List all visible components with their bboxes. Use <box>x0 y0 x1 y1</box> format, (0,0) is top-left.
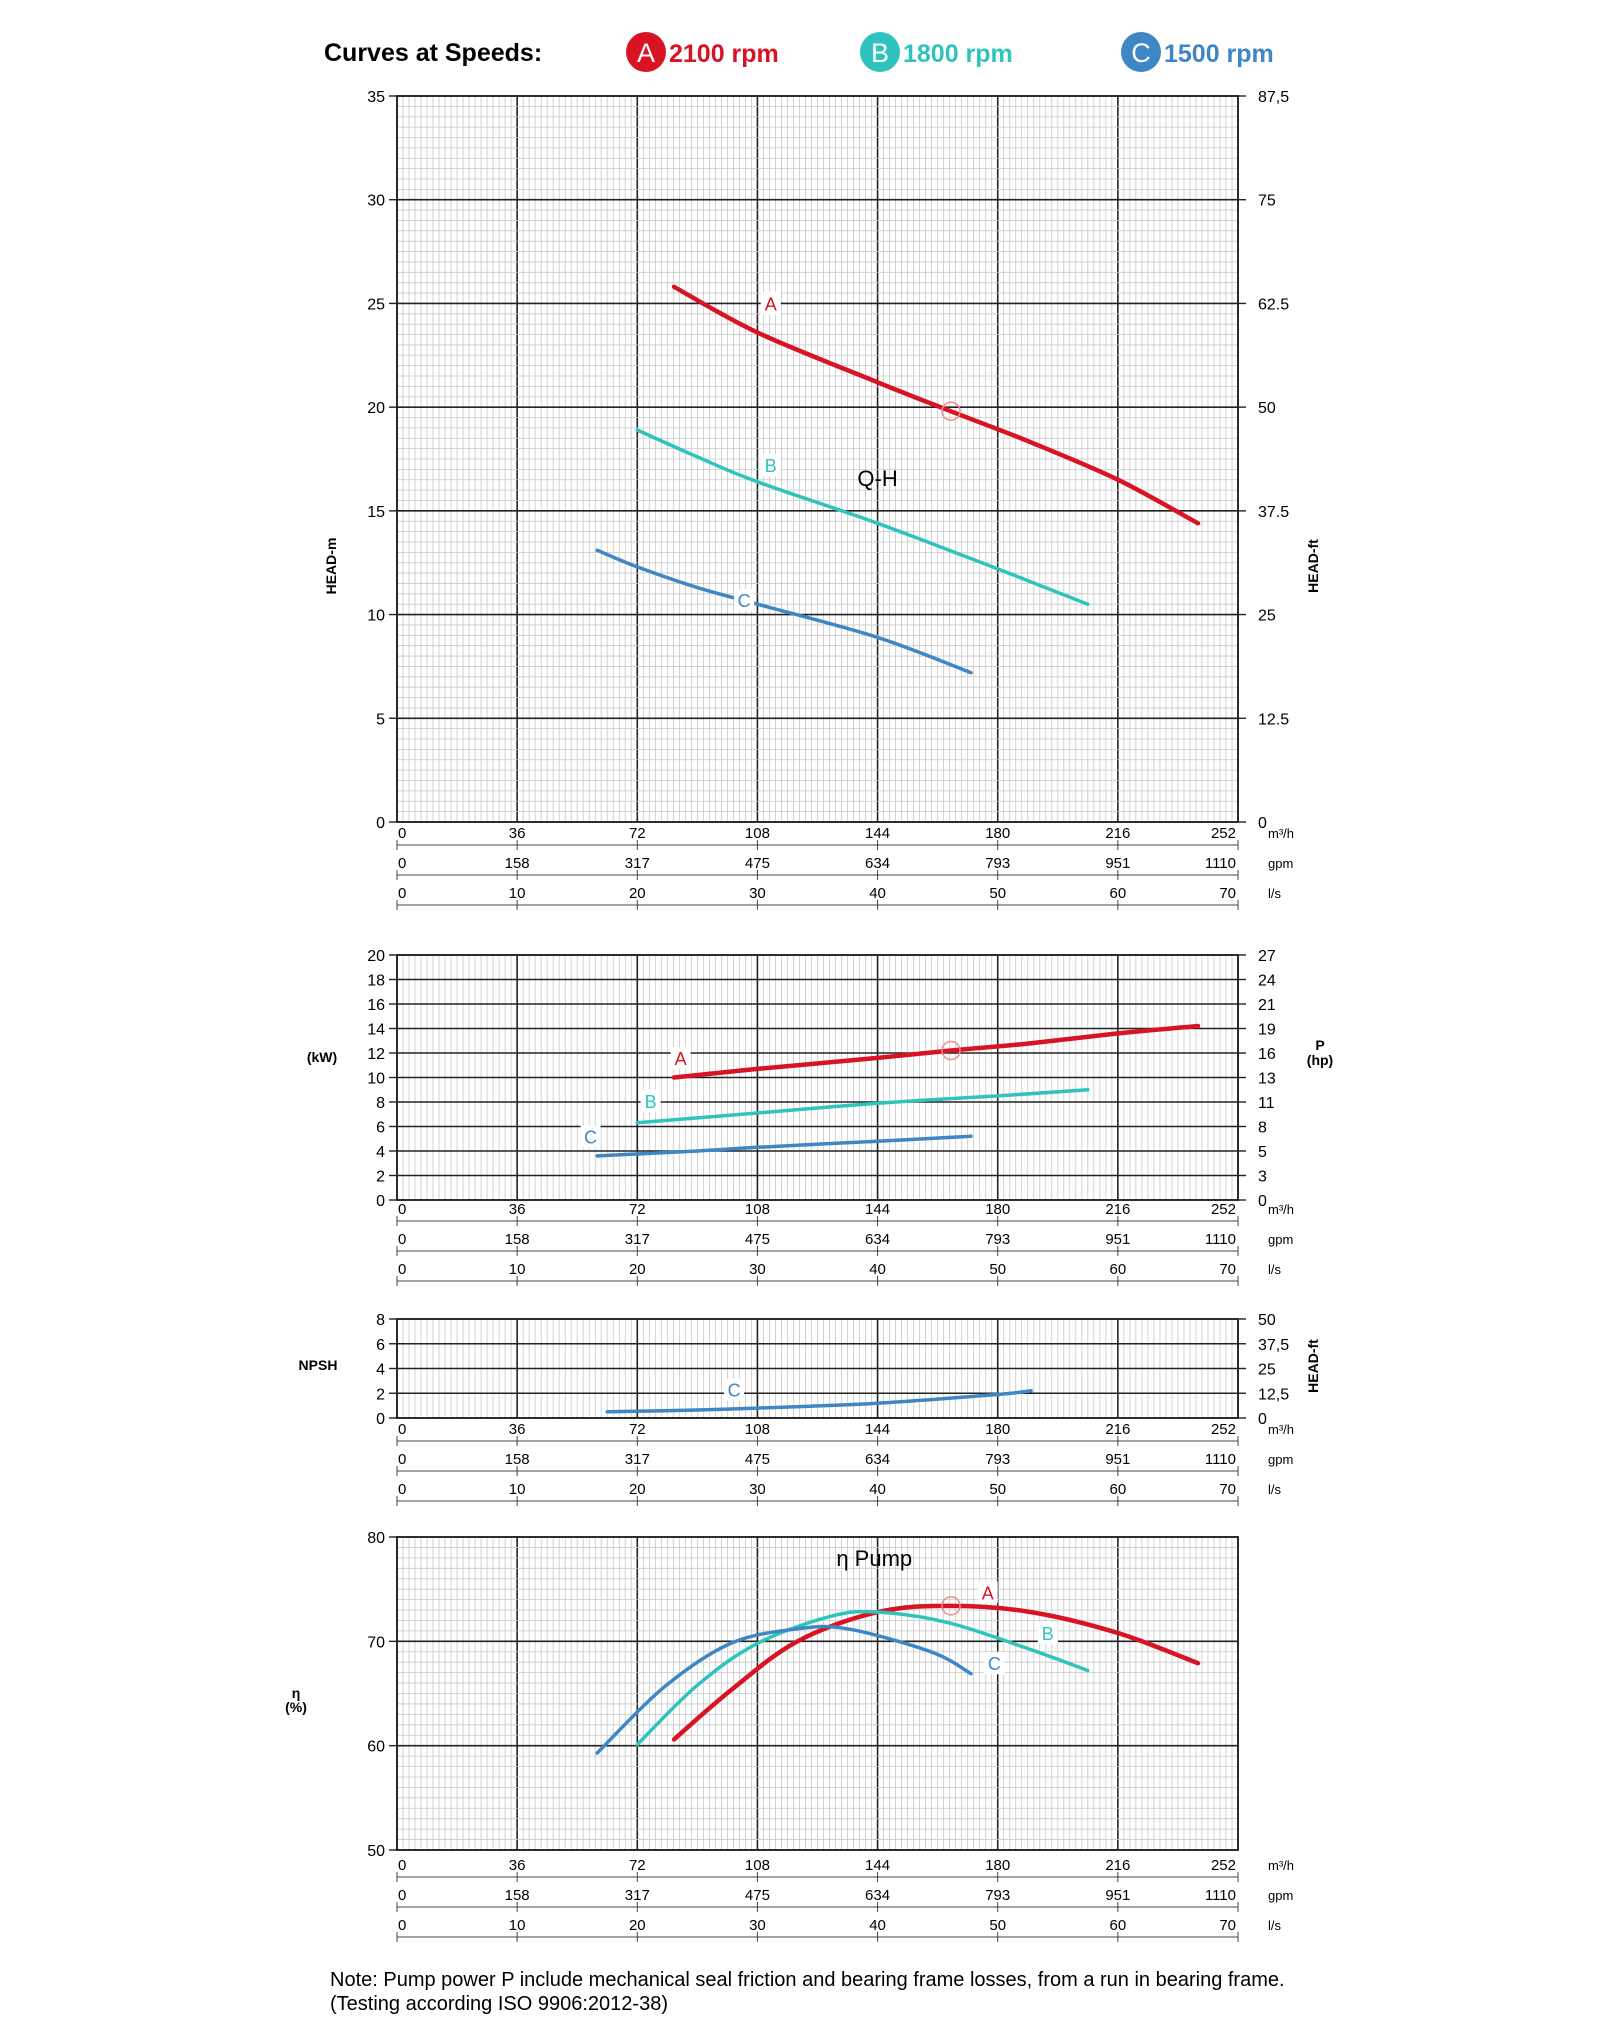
series-label-qh-b: B <box>764 456 777 477</box>
y-right-axis-label-line2: (hp) <box>1306 1052 1334 1068</box>
series-line-eff-c <box>597 1626 971 1753</box>
x-tick-label: 1110 <box>1204 855 1236 872</box>
x-tick-label: 108 <box>744 1857 770 1874</box>
x-tick-label: 108 <box>744 1421 770 1438</box>
x-tick-label: 0 <box>398 1421 407 1438</box>
y-tick-label: 12 <box>367 1046 385 1063</box>
x-tick-label: 72 <box>628 1421 646 1438</box>
x-tick-label: 951 <box>1105 1231 1131 1248</box>
y-right-tick-label: 75 <box>1258 192 1276 210</box>
y-tick-label: 50 <box>367 1843 385 1860</box>
x-tick-label: 40 <box>869 1481 886 1498</box>
x-tick-label: 60 <box>1109 1261 1127 1278</box>
legend-label-b: 1800 rpm <box>903 40 1013 68</box>
grid-eff <box>397 1537 1238 1850</box>
x-tick-label: 60 <box>1109 1481 1127 1498</box>
y-right-tick-label: 0 <box>1258 1411 1267 1428</box>
y-tick-label: 15 <box>367 503 385 521</box>
x-tick-label: 158 <box>504 1887 530 1904</box>
x-tick-label: 180 <box>985 1421 1011 1438</box>
x-tick-label: 50 <box>989 1917 1007 1934</box>
x-tick-label: 216 <box>1105 1201 1131 1218</box>
series-label-eff-a: A <box>981 1583 994 1604</box>
x-tick-label: 317 <box>624 855 650 872</box>
footer-note-line1: Note: Pump power P include mechanical seal friction and bearing frame losses, from a run in bearing frame. <box>330 1969 1285 1991</box>
y-right-tick-label: 50 <box>1258 400 1276 418</box>
x-tick-label: 72 <box>628 1201 646 1218</box>
y-tick-label: 6 <box>376 1119 385 1137</box>
x-tick-label: 70 <box>1219 1261 1236 1278</box>
series-line-power-b <box>637 1090 1088 1123</box>
x-tick-label: 317 <box>624 1451 650 1468</box>
panel-power <box>307 948 1333 1286</box>
x-unit-label: gpm <box>1268 1888 1294 1903</box>
legend-item-c <box>1121 32 1274 72</box>
x-tick-label: 20 <box>628 885 646 902</box>
x-tick-label: 108 <box>744 1201 770 1218</box>
x-unit-label: m³/h <box>1268 1422 1294 1437</box>
legend-label-a: 2100 rpm <box>669 40 779 68</box>
x-tick-label: 793 <box>985 1231 1011 1248</box>
y-tick-label: 25 <box>367 296 385 314</box>
y-tick-label: 14 <box>367 1021 385 1039</box>
y-tick-label: 80 <box>367 1530 385 1547</box>
y-right-tick-label: 21 <box>1258 997 1276 1014</box>
x-tick-label: 10 <box>508 1481 526 1498</box>
y-right-tick-label: 50 <box>1258 1312 1276 1329</box>
x-tick-label: 634 <box>865 855 891 872</box>
y-right-tick-label: 25 <box>1258 607 1276 625</box>
series-label-qh-a: A <box>764 294 777 315</box>
x-tick-label: 0 <box>398 1887 407 1904</box>
x-tick-label: 36 <box>508 1857 526 1874</box>
x-tick-label: 216 <box>1105 1421 1131 1438</box>
x-tick-label: 10 <box>508 1917 526 1934</box>
x-axis-1 <box>397 855 1293 880</box>
x-tick-label: 180 <box>985 825 1011 842</box>
series-line-qh-c <box>597 550 971 672</box>
x-tick-label: 36 <box>508 825 526 842</box>
panel-eff <box>285 1530 1294 1942</box>
y-tick-label: 60 <box>367 1738 385 1756</box>
legend-item-a <box>626 32 779 72</box>
y-tick-label: 10 <box>367 607 385 625</box>
y-tick-label: 10 <box>367 1070 385 1088</box>
x-axis-1 <box>397 1887 1293 1912</box>
x-tick-label: 180 <box>985 1857 1011 1874</box>
y-tick-label: 5 <box>376 711 385 729</box>
x-axis-1 <box>397 1231 1293 1256</box>
x-tick-label: 0 <box>398 1857 407 1874</box>
grid-qh <box>397 96 1238 822</box>
y-right-tick-label: 62.5 <box>1258 296 1290 314</box>
x-tick-label: 144 <box>865 1421 891 1438</box>
y-axis-label-line1: η <box>291 1685 301 1701</box>
y-right-axis-label: HEAD-ft <box>1305 539 1321 593</box>
x-tick-label: 20 <box>628 1917 646 1934</box>
x-tick-label: 634 <box>865 1887 891 1904</box>
y-right-tick-label: 16 <box>1258 1046 1276 1063</box>
y-tick-label: 8 <box>376 1312 385 1329</box>
y-right-tick-label: 12.5 <box>1258 711 1290 729</box>
x-tick-label: 30 <box>749 1261 766 1278</box>
y-right-tick-label: 37,5 <box>1258 1336 1290 1354</box>
y-tick-label: 0 <box>376 1411 385 1428</box>
y-axis-label: NPSH <box>298 1357 338 1373</box>
x-tick-label: 144 <box>865 825 891 842</box>
series-label-eff-b: B <box>1041 1623 1054 1644</box>
x-tick-label: 216 <box>1105 1857 1131 1874</box>
x-tick-label: 252 <box>1210 1201 1236 1218</box>
x-tick-label: 793 <box>985 855 1011 872</box>
curve-family-label-qh: Q-H <box>857 465 898 491</box>
y-axis-label: HEAD-m <box>323 537 339 595</box>
x-tick-label: 216 <box>1105 825 1131 842</box>
x-tick-label: 0 <box>398 855 407 872</box>
x-tick-label: 252 <box>1210 1857 1236 1874</box>
x-tick-label: 30 <box>749 1917 766 1934</box>
x-tick-label: 1110 <box>1204 1451 1236 1468</box>
x-tick-label: 50 <box>989 1481 1007 1498</box>
x-tick-label: 158 <box>504 1231 530 1248</box>
x-axis-2 <box>397 1917 1282 1942</box>
x-tick-label: 0 <box>398 1231 407 1248</box>
series-label-power-c: C <box>584 1127 598 1148</box>
legend-letter-c: C <box>1131 38 1151 68</box>
y-right-tick-label: 27 <box>1258 948 1276 965</box>
series-line-power-c <box>597 1136 971 1156</box>
series-line-qh-a <box>674 287 1198 524</box>
x-tick-label: 50 <box>989 885 1007 902</box>
x-tick-label: 475 <box>744 1231 770 1248</box>
x-tick-label: 317 <box>624 1887 650 1904</box>
x-tick-label: 634 <box>865 1451 891 1468</box>
y-tick-label: 2 <box>376 1386 385 1404</box>
x-tick-label: 72 <box>628 825 646 842</box>
x-unit-label: m³/h <box>1268 1858 1294 1873</box>
x-tick-label: 252 <box>1210 1421 1236 1438</box>
x-tick-label: 158 <box>504 1451 530 1468</box>
x-tick-label: 70 <box>1219 1481 1236 1498</box>
y-tick-label: 70 <box>367 1634 385 1652</box>
x-tick-label: 158 <box>504 855 530 872</box>
x-tick-label: 951 <box>1105 1887 1131 1904</box>
series-label-eff-c: C <box>987 1654 1001 1675</box>
y-right-tick-label: 25 <box>1258 1361 1276 1379</box>
x-tick-label: 317 <box>624 1231 650 1248</box>
footer-note-line2: (Testing according ISO 9906:2012-38) <box>330 1993 668 2015</box>
x-tick-label: 30 <box>749 885 766 902</box>
x-tick-label: 1110 <box>1204 1887 1236 1904</box>
y-right-tick-label: 13 <box>1258 1070 1276 1088</box>
x-tick-label: 475 <box>744 1887 770 1904</box>
x-tick-label: 60 <box>1109 1917 1127 1934</box>
x-unit-label: l/s <box>1268 1262 1281 1277</box>
grid-npsh <box>397 1319 1238 1418</box>
x-tick-label: 252 <box>1210 825 1236 842</box>
y-right-tick-label: 19 <box>1258 1021 1276 1039</box>
legend-letter-b: B <box>870 38 890 68</box>
legend-label-c: 1500 rpm <box>1164 40 1274 68</box>
series-label-qh-c: C <box>737 591 751 612</box>
x-axis-0 <box>397 1857 1294 1882</box>
x-unit-label: gpm <box>1268 1232 1294 1247</box>
series-label-power-a: A <box>674 1048 687 1069</box>
x-tick-label: 30 <box>749 1481 766 1498</box>
y-right-tick-label: 37.5 <box>1258 503 1290 521</box>
legend-letter-a: A <box>636 38 656 68</box>
x-tick-label: 475 <box>744 1451 770 1468</box>
y-right-tick-label: 24 <box>1258 972 1276 990</box>
y-right-tick-label: 5 <box>1258 1144 1267 1161</box>
y-tick-label: 6 <box>376 1336 385 1354</box>
x-tick-label: 144 <box>865 1201 891 1218</box>
y-tick-label: 2 <box>376 1168 385 1186</box>
x-tick-label: 0 <box>398 1261 407 1278</box>
y-tick-label: 18 <box>367 972 385 990</box>
y-right-tick-label: 8 <box>1258 1119 1267 1137</box>
x-tick-label: 0 <box>398 1481 407 1498</box>
x-tick-label: 0 <box>398 1201 407 1218</box>
y-tick-label: 0 <box>376 815 385 832</box>
y-tick-label: 0 <box>376 1193 385 1210</box>
y-right-tick-label: 3 <box>1258 1168 1267 1186</box>
x-tick-label: 60 <box>1109 885 1127 902</box>
grid-power <box>397 955 1238 1200</box>
x-axis-0 <box>397 825 1294 850</box>
x-tick-label: 10 <box>508 1261 526 1278</box>
x-tick-label: 40 <box>869 1261 886 1278</box>
x-tick-label: 180 <box>985 1201 1011 1218</box>
panel-qh <box>323 89 1321 910</box>
series-line-power-a <box>674 1026 1198 1078</box>
y-right-tick-label: 12,5 <box>1258 1386 1290 1404</box>
x-axis-0 <box>397 1201 1294 1226</box>
x-axis-2 <box>397 885 1282 910</box>
curve-family-label-eff: η Pump <box>836 1546 913 1572</box>
x-tick-label: 40 <box>869 885 886 902</box>
y-right-axis-label-line1: P <box>1315 1037 1325 1053</box>
x-tick-label: 70 <box>1219 885 1236 902</box>
x-unit-label: l/s <box>1268 1918 1281 1933</box>
x-axis-0 <box>397 1421 1294 1446</box>
x-axis-2 <box>397 1481 1282 1506</box>
x-tick-label: 634 <box>865 1231 891 1248</box>
x-tick-label: 0 <box>398 1917 407 1934</box>
y-axis-label: (kW) <box>306 1049 338 1065</box>
x-tick-label: 36 <box>508 1421 526 1438</box>
x-tick-label: 144 <box>865 1857 891 1874</box>
x-tick-label: 72 <box>628 1857 646 1874</box>
y-right-tick-label: 87,5 <box>1258 89 1290 106</box>
x-tick-label: 108 <box>744 825 770 842</box>
y-tick-label: 4 <box>376 1144 385 1161</box>
x-tick-label: 20 <box>628 1261 646 1278</box>
x-tick-label: 10 <box>508 885 526 902</box>
x-tick-label: 20 <box>628 1481 646 1498</box>
x-axis-2 <box>397 1261 1282 1286</box>
x-tick-label: 793 <box>985 1887 1011 1904</box>
x-tick-label: 0 <box>398 1451 407 1468</box>
x-tick-label: 36 <box>508 1201 526 1218</box>
y-tick-label: 8 <box>376 1095 385 1112</box>
y-tick-label: 20 <box>367 948 385 965</box>
x-tick-label: 951 <box>1105 855 1131 872</box>
x-tick-label: 793 <box>985 1451 1011 1468</box>
x-unit-label: gpm <box>1268 856 1294 871</box>
y-right-tick-label: 0 <box>1258 1193 1267 1210</box>
x-tick-label: 1110 <box>1204 1231 1236 1248</box>
legend-title: Curves at Speeds: <box>324 39 543 67</box>
x-tick-label: 40 <box>869 1917 886 1934</box>
x-tick-label: 70 <box>1219 1917 1236 1934</box>
legend <box>324 32 1274 72</box>
x-unit-label: m³/h <box>1268 826 1294 841</box>
series-line-qh-b <box>637 430 1088 604</box>
x-tick-label: 0 <box>398 825 407 842</box>
legend-item-b <box>860 32 1013 72</box>
x-tick-label: 951 <box>1105 1451 1131 1468</box>
y-tick-label: 4 <box>376 1361 385 1379</box>
x-tick-label: 50 <box>989 1261 1007 1278</box>
panel-npsh <box>299 1312 1321 1506</box>
x-unit-label: l/s <box>1268 886 1281 901</box>
y-tick-label: 30 <box>367 192 385 210</box>
x-unit-label: m³/h <box>1268 1202 1294 1217</box>
y-right-tick-label: 11 <box>1258 1095 1275 1112</box>
series-label-power-b: B <box>644 1091 657 1112</box>
x-unit-label: l/s <box>1268 1482 1281 1497</box>
series-label-npsh-c: C <box>727 1380 741 1401</box>
y-tick-label: 16 <box>367 997 385 1014</box>
y-axis-label-line2: (%) <box>285 1699 307 1715</box>
y-tick-label: 20 <box>367 400 385 418</box>
y-right-tick-label: 0 <box>1258 815 1267 832</box>
x-unit-label: gpm <box>1268 1452 1294 1467</box>
y-right-axis-label: HEAD-ft <box>1305 1339 1321 1393</box>
y-tick-label: 35 <box>367 89 385 106</box>
x-axis-1 <box>397 1451 1293 1476</box>
x-tick-label: 475 <box>744 855 770 872</box>
x-tick-label: 0 <box>398 885 407 902</box>
